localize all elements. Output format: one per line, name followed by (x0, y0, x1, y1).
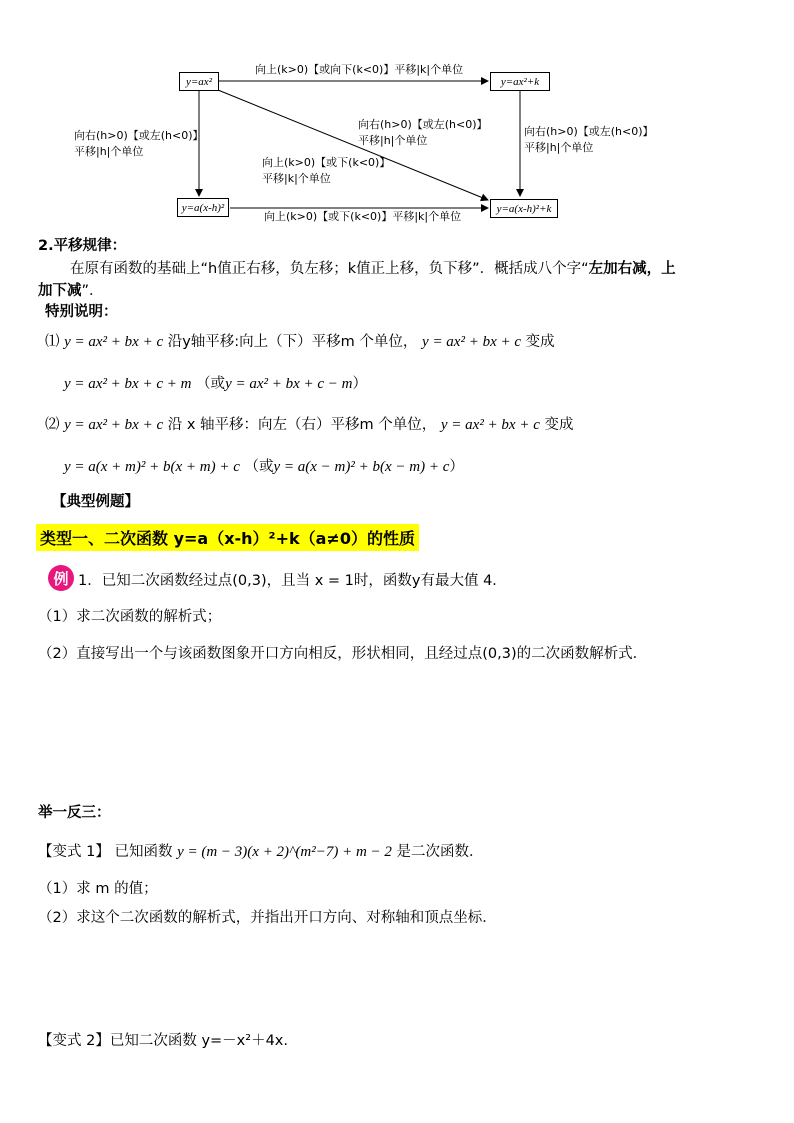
item-1-prefix: ⑴ (45, 334, 60, 350)
variant-1-end: 是二次函数． (396, 844, 484, 860)
rule-text-2-bold: 加下减 (38, 283, 82, 299)
rule-text-line2 (38, 279, 104, 300)
item-2-alt: y = a(x − m)² + b(x − m) + c (273, 459, 450, 475)
box-y-a-x-h-2-k: y=a(x-h)²+k (490, 199, 558, 218)
label-bottom: 向上(k>0)【或下(k<0)】平移|k|个单位 (264, 210, 462, 223)
example-1-part-a: （1）求二次函数的解析式； (38, 609, 222, 625)
label-right-2: 平移|h|个单位 (524, 141, 594, 154)
example-1-question: 1．已知二次函数经过点(0,3)，且当 x = 1时，函数y有最大值 4． (78, 573, 507, 589)
variant-2 (38, 1029, 288, 1050)
item-2-text: 沿 x 轴平移：向左（右）平移m 个单位， (167, 417, 437, 433)
label-diag-2b: 平移|k|个单位 (262, 172, 331, 185)
label-top: 向上(k>0)【或向下(k<0)】平移|k|个单位 (255, 63, 464, 76)
item-1-expr2: y = ax² + bx + c (422, 334, 522, 350)
variant-1-label: 【变式 1】 (38, 844, 110, 860)
item-2-text2: 变成 (544, 417, 574, 433)
variant-2-text: 已知二次函数 y=－x²＋4x. (109, 1033, 288, 1049)
item-1-result: y = ax² + bx + c + m (64, 376, 192, 392)
label-diag-1b: 平移|h|个单位 (358, 134, 428, 147)
item-2-alt-open: （或 (244, 459, 274, 475)
rule-text-1: 在原有函数的基础上“h值正右移，负左移；k值正上移，负下移”．概括成八个字“ (70, 261, 589, 277)
variant-1-part-b: （2）求这个二次函数的解析式，并指出开口方向、对称轴和顶点坐标． (38, 910, 497, 926)
arrow-diagonal (218, 90, 488, 200)
rule-text-2: ”． (81, 283, 104, 299)
variant-1-part-a: （1）求 m 的值； (38, 881, 158, 897)
label-left-2: 平移|h|个单位 (74, 145, 144, 158)
item-2-prefix: ⑵ (45, 417, 60, 433)
box-y-ax2: y=ax² (179, 72, 219, 91)
item-1-text2: 变成 (525, 334, 555, 350)
label-diag-2a: 向上(k>0)【或下(k<0)】 (262, 156, 391, 169)
variant-1-expr: y = (m − 3)(x + 2)^(m²−7) + m − 2 (177, 844, 392, 860)
item-2-result: y = a(x + m)² + b(x + m) + c (64, 459, 240, 475)
example-badge: 例 (48, 565, 74, 591)
special-item-1-result (64, 372, 367, 393)
rule-text-line1 (70, 257, 676, 278)
variant-2-label: 【变式 2】 (38, 1033, 110, 1049)
box-y-ax2-k: y=ax²+k (490, 72, 550, 91)
rule-heading: 2.平移规律： (38, 238, 127, 254)
item-1-text: 沿y轴平移:向上（下）平移m 个单位， (167, 334, 418, 350)
special-item-2-result (64, 455, 464, 476)
label-diag-1a: 向右(h>0)【或左(h<0)】 (358, 118, 488, 131)
item-1-alt: y = ax² + bx + c − m (225, 376, 353, 392)
item-1-expr: y = ax² + bx + c (64, 334, 164, 350)
rule-text-1-bold: 左加右减，上 (588, 261, 676, 277)
item-1-alt-close: ） (352, 376, 368, 392)
type-1-banner: 类型一、二次函数 y=a（x-h）²+k（a≠0）的性质 (36, 524, 419, 551)
item-1-alt-open: （或 (196, 376, 226, 392)
practice-heading: 举一反三： (38, 805, 111, 821)
item-2-expr2: y = ax² + bx + c (440, 417, 540, 433)
item-2-alt-close: ） (449, 459, 464, 475)
item-2-expr: y = ax² + bx + c (64, 417, 164, 433)
box-y-a-x-h-2: y=a(x-h)² (177, 198, 229, 217)
label-left-1: 向右(h>0)【或左(h<0)】 (74, 129, 204, 142)
special-heading: 特别说明： (45, 304, 118, 320)
example-1-part-b: （2）直接写出一个与该函数图象开口方向相反，形状相同，且经过点(0,3)的二次函数解析式． (38, 646, 648, 662)
variant-1-text: 已知函数 (114, 844, 173, 860)
examples-heading: 【典型例题】 (52, 494, 139, 510)
special-item-2 (45, 413, 573, 434)
variant-1 (38, 840, 484, 861)
special-item-1 (45, 330, 555, 351)
label-right-1: 向右(h>0)【或左(h<0)】 (524, 125, 654, 138)
